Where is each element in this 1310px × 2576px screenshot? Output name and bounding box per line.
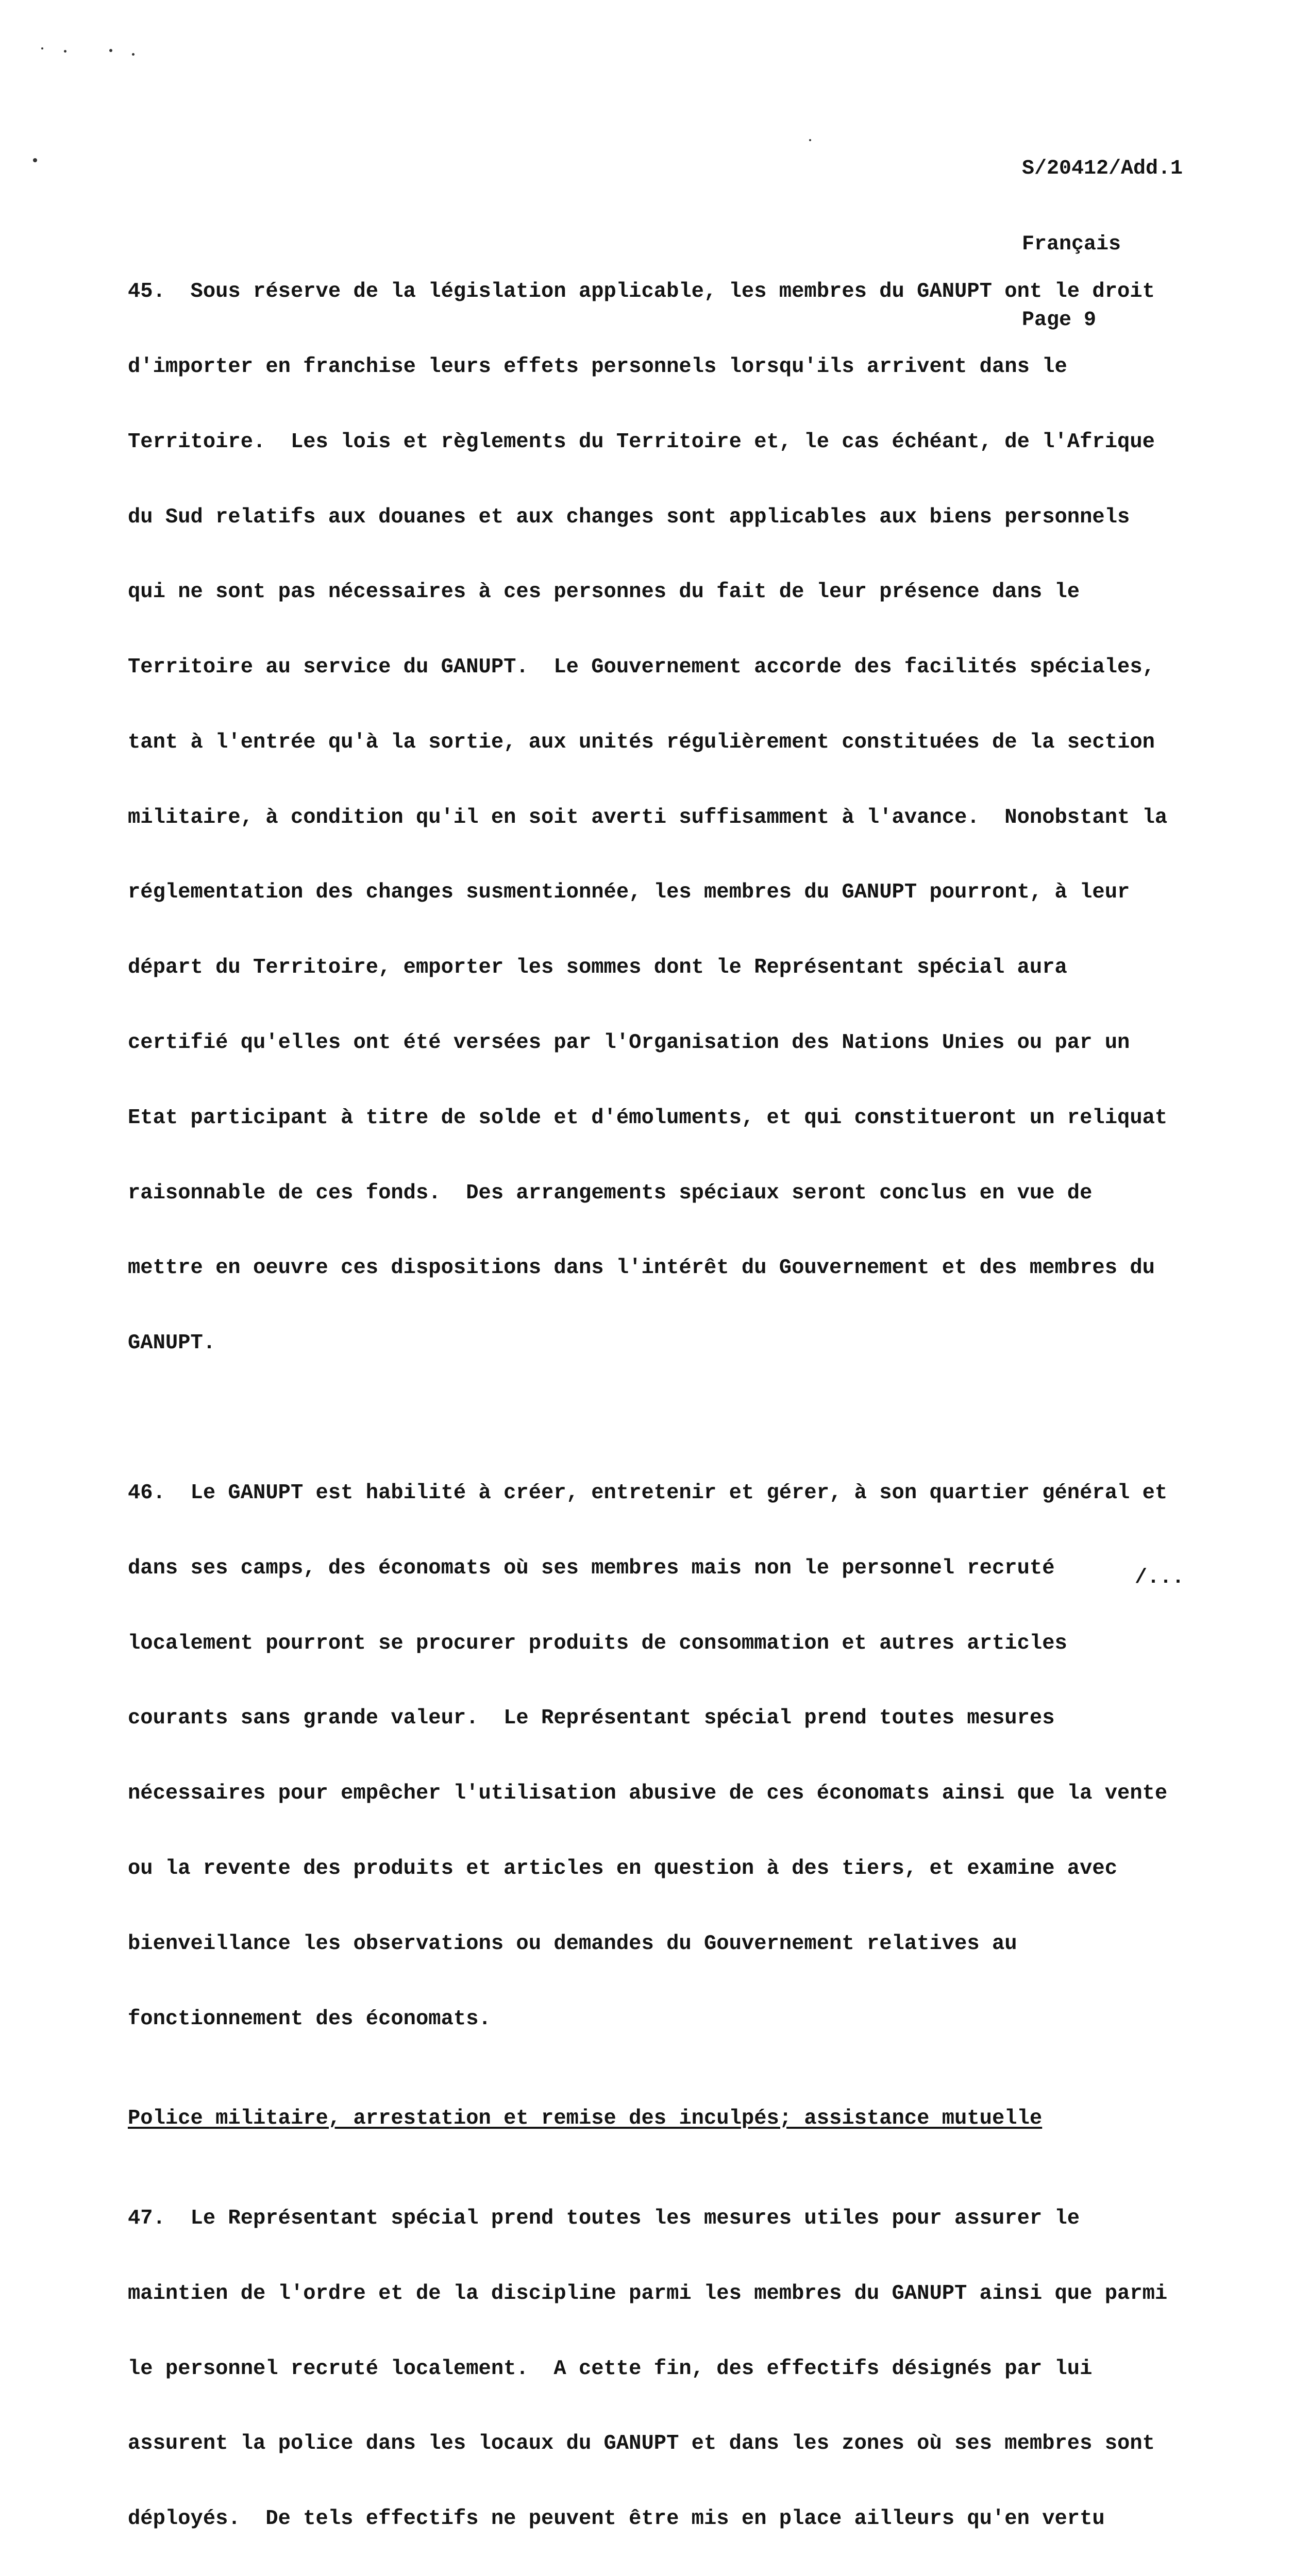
text-line: 46. Le GANUPT est habilité à créer, entretenir et gérer, à son quartier général et (128, 1481, 1168, 1505)
paragraph-45 (128, 229, 1231, 1406)
continuation-mark: /... (1135, 1566, 1185, 1589)
text-line: 45. Sous réserve de la législation applicable, les membres du GANUPT ont le droit (128, 280, 1155, 304)
text-line: maintien de l'ordre et de la discipline parmi les membres du GANUPT ainsi que parmi (128, 2281, 1168, 2306)
text-line: Territoire au service du GANUPT. Le Gouvernement accorde des facilités spéciales, (128, 655, 1155, 680)
text-line: localement pourront se procurer produits de consommation et autres articles (128, 1631, 1067, 1655)
scan-speck (64, 50, 66, 53)
text-line: militaire, à condition qu'il en soit averti suffisamment à l'avance. Nonobstant la (128, 805, 1168, 829)
section-heading: Police militaire, arrestation et remise des inculpés; assistance mutuelle (128, 2107, 1043, 2131)
paragraph-46 (128, 1431, 1231, 2081)
document-symbol: S/20412/Add.1 (1022, 157, 1183, 180)
text-line: départ du Territoire, emporter les sommes dont le Représentant spécial aura (128, 956, 1067, 980)
scan-speck (41, 47, 43, 49)
scan-speck (132, 53, 135, 56)
text-line: fonctionnement des économats. (128, 2007, 491, 2031)
text-line: qui ne sont pas nécessaires à ces personnes du fait de leur présence dans le (128, 580, 1080, 604)
text-line: le personnel recruté localement. A cette fin, des effectifs désignés par lui (128, 2357, 1093, 2381)
text-line: GANUPT. (128, 1331, 216, 1355)
text-line: dans ses camps, des économats où ses membres mais non le personnel recruté (128, 1556, 1055, 1580)
text-line: Etat participant à titre de solde et d'émoluments, et qui constitueront un reliquat (128, 1106, 1168, 1130)
scan-speck (33, 158, 37, 162)
scan-speck (809, 139, 811, 141)
text-line: réglementation des changes susmentionnée, les membres du GANUPT pourront, à leur (128, 880, 1130, 905)
paragraph-47 (128, 2156, 1231, 2576)
text-line: raisonnable de ces fonds. Des arrangements spéciaux seront conclus en vue de (128, 1181, 1093, 1205)
document-body (128, 229, 1231, 2576)
text-line: tant à l'entrée qu'à la sortie, aux unités régulièrement constituées de la section (128, 730, 1155, 754)
text-line: Territoire. Les lois et règlements du Territoire et, le cas échéant, de l'Afrique (128, 430, 1155, 454)
text-line: du Sud relatifs aux douanes et aux changes sont applicables aux biens personnels (128, 505, 1130, 529)
scan-speck (109, 49, 112, 52)
text-line: assurent la police dans les locaux du GANUPT et dans les zones où ses membres sont (128, 2432, 1155, 2456)
text-line: mettre en oeuvre ces dispositions dans l'intérêt du Gouvernement et des membres du (128, 1256, 1155, 1280)
text-line: nécessaires pour empêcher l'utilisation abusive de ces économats ainsi que la vente (128, 1782, 1168, 1806)
text-line: déployés. De tels effectifs ne peuvent être mis en place ailleurs qu'en vertu (128, 2507, 1105, 2531)
text-line: 47. Le Représentant spécial prend toutes les mesures utiles pour assurer le (128, 2207, 1080, 2231)
text-line: courants sans grande valeur. Le Représentant spécial prend toutes mesures (128, 1706, 1055, 1731)
text-line: certifié qu'elles ont été versées par l'Organisation des Nations Unies ou par un (128, 1031, 1130, 1055)
text-line: ou la revente des produits et articles en question à des tiers, et examine avec (128, 1857, 1118, 1880)
page-number: Page 9 (1022, 309, 1097, 332)
document-language: Français (1022, 233, 1121, 256)
text-line: bienveillance les observations ou demandes du Gouvernement relatives au (128, 1931, 1017, 1956)
text-line: d'importer en franchise leurs effets personnels lorsqu'ils arrivent dans le (128, 354, 1067, 379)
